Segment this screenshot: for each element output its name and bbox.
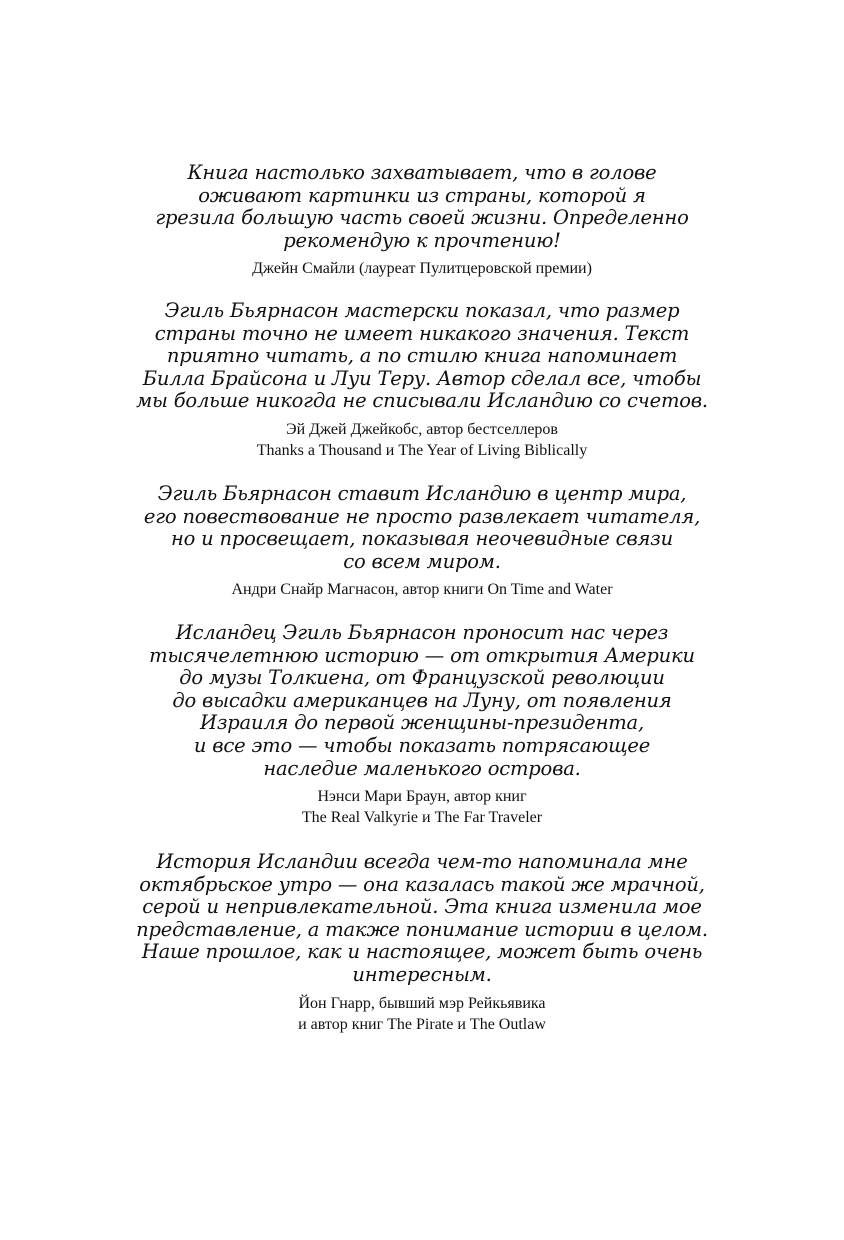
quote-line: страны точно не имеет никакого значения. Текст xyxy=(154,321,690,345)
quote-line: серой и непривлекательной. Эта книга изменила мое xyxy=(142,895,702,919)
review-quote xyxy=(70,483,774,573)
quote-line: его повествование не просто развлекает читателя, xyxy=(143,504,701,528)
quote-line: до высадки американцев на Луну, от появления xyxy=(172,688,672,712)
review-quote xyxy=(70,622,774,780)
attribution-line: The Real Valkyrie и The Far Traveler xyxy=(301,809,543,827)
quote-line: Книга настолько захватывает, что в голове xyxy=(187,161,657,184)
attribution-line: Нэнси Мари Браун, автор книг xyxy=(317,788,527,806)
quote-line: октябрьское утро — она казалась такой же мрачной, xyxy=(139,872,705,896)
review-attribution xyxy=(70,786,774,828)
quote-line: и все это — чтобы показать потрясающее xyxy=(193,733,651,757)
review-1 xyxy=(70,162,774,279)
quote-line: грезила большую часть своей жизни. Определенно xyxy=(155,206,689,230)
attribution-line: Йон Гнарр, бывший мэр Рейкьявика xyxy=(298,994,546,1012)
attribution-line: Андри Снайр Магнасон, автор книги On Time and Water xyxy=(231,581,613,599)
quote-line: Наше прошлое, как и настоящее, может быть очень xyxy=(141,940,703,964)
review-quote xyxy=(70,162,774,252)
quote-line: до музы Толкиена, от Французской революции xyxy=(179,666,665,690)
review-2 xyxy=(70,300,774,461)
quote-line: мы больше никогда не списывали Исландию со счетов. xyxy=(136,389,708,413)
quote-line: тысячелетнюю историю — от открытия Америки xyxy=(149,643,695,667)
quote-line: Эгиль Бьярнасон ставит Исландию в центр мира, xyxy=(157,482,687,505)
quote-line: Эгиль Бьярнасон мастерски показал, что размер xyxy=(164,299,680,322)
review-4 xyxy=(70,622,774,828)
review-attribution xyxy=(70,258,774,279)
attribution-line: Thanks a Thousand и The Year of Living Biblically xyxy=(256,441,588,459)
review-attribution xyxy=(70,419,774,461)
review-quote xyxy=(70,300,774,413)
attribution-line: Эй Джей Джейкобс, автор бестселлеров xyxy=(286,420,558,438)
review-quote xyxy=(70,851,774,987)
quote-line: но и просвещает, показывая неочевидные связи xyxy=(171,527,673,551)
attribution-line: и автор книг The Pirate и The Outlaw xyxy=(298,1015,546,1033)
attribution-line: Джейн Смайли (лауреат Пулитцеровской премии) xyxy=(252,260,592,278)
quote-line: оживают картинки из страны, которой я xyxy=(198,183,646,207)
review-5 xyxy=(70,851,774,1035)
quote-line: интересным. xyxy=(352,962,492,986)
quote-line: Израиля до первой женщины-президента, xyxy=(200,711,644,735)
quote-line: История Исландии всегда чем-то напоминала мне xyxy=(156,850,688,873)
quote-line: представление, а также понимание истории в целом. xyxy=(136,917,708,941)
quote-line: наследие маленького острова. xyxy=(263,756,581,780)
review-attribution xyxy=(70,579,774,600)
quote-line: рекомендую к прочтению! xyxy=(283,228,561,252)
quote-line: со всем миром. xyxy=(343,549,501,573)
quote-line: приятно читать, а по стилю книга напоминает xyxy=(166,344,678,368)
quote-line: Исландец Эгиль Бьярнасон проносит нас через xyxy=(175,621,669,644)
review-attribution xyxy=(70,993,774,1035)
quote-line: Билла Брайсона и Луи Теру. Автор сделал все, чтобы xyxy=(142,366,702,390)
review-3 xyxy=(70,483,774,600)
